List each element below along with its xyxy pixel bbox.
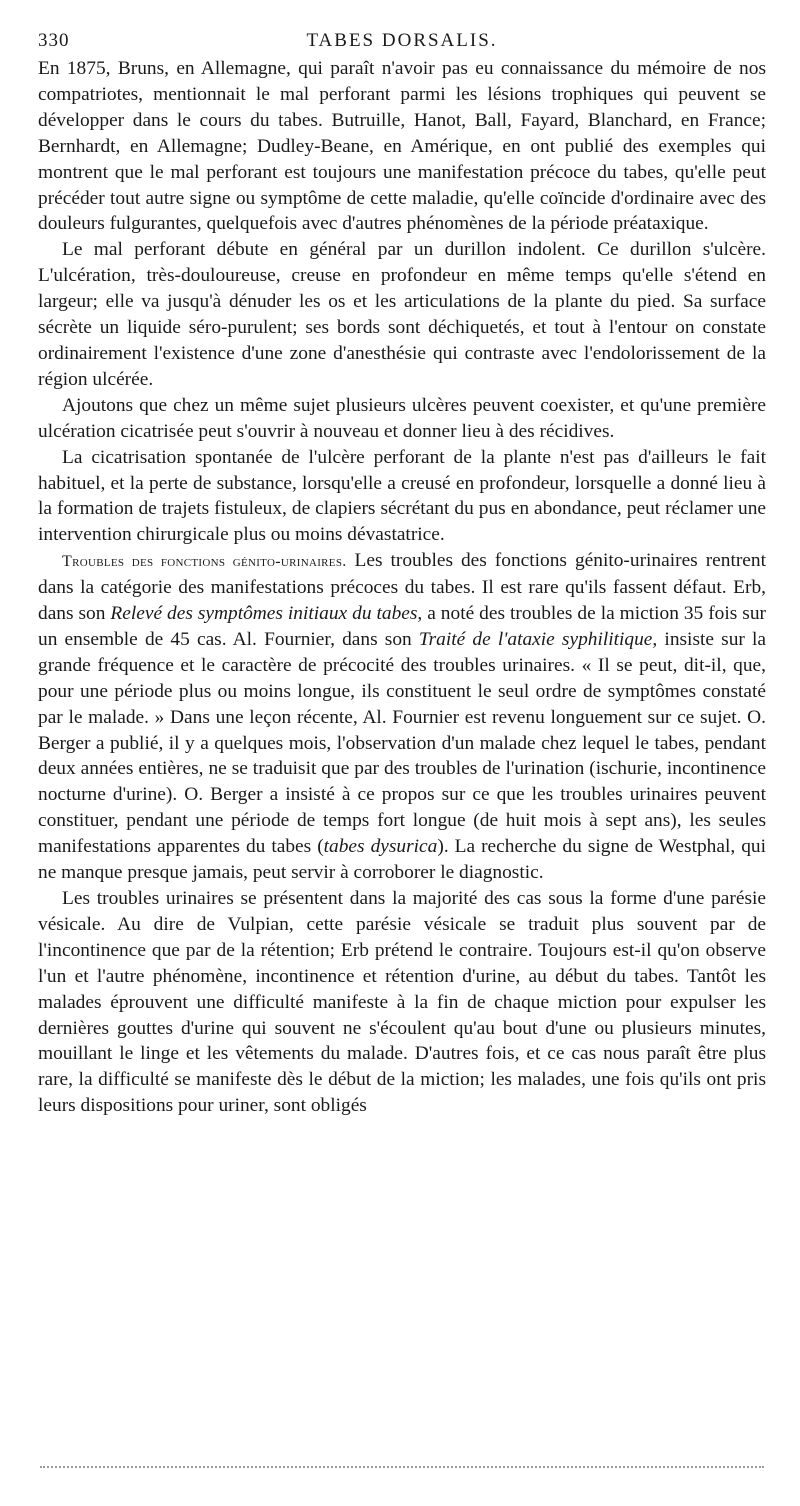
italic-tabes-dysurica: tabes dysurica (323, 836, 438, 858)
bottom-dotted-artifact (40, 1466, 764, 1468)
paragraph-mal-perforant: Le mal perforant débute en général par un durillon indolent. Ce durillon s'ulcère. L'ulcération, très-douloureuse, creuse en profondeur en même temps qu'elle s'étend en largeur; elle va jusqu'à dénuder les os et les articulations de la plante du pied. Sa surface sécrète un liquide séro-purulent; ses bords sont déchiquetés, et tout à l'entour on constate ordinairement l'existence d'une zone d'anesthésie qui contraste avec l'endolorissement de la région ulcérée. (38, 239, 766, 390)
text-run: , insiste sur la grande fréquence et le caractère de précocité des troubles urinaires. « Il se peut, dit-il, que, pour une période plus ou moins longue, ils constituent le seul ordre de symptômes constaté par le malade. » Dans une leçon récente, Al. Fournier est revenu longuement sur ce sujet. O. Berger a publié, il y a quelques mois, l'observation d'un malade chez lequel le tabes, pendant deux années entières, ne se traduisit que par des troubles de l'urination (ischurie, incontinence nocturne d'urine). O. Berger a insisté à ce propos sur ce que les troubles urinaires peuvent constituer, pendant une période de temps fort longue (de huit mois à sept ans), les seules manifestations apparentes du tabes ( (38, 628, 767, 858)
text-run: , a noté des troubles de la miction 35 fois sur un ensemble de 45 cas. Al. Fournier, dans son (38, 603, 766, 650)
running-title: TABES DORSALIS. (306, 30, 498, 51)
running-header (38, 28, 766, 56)
paragraph-bruns: En 1875, Bruns, en Allemagne, qui paraît n'avoir pas eu connaissance du mémoire de nos compatriotes, mentionnait le mal perforant parmi les lésions trophiques qui peuvent se développer dans le cours du tabes. Butruille, Hanot, Ball, Fayard, Blanchard, en France; Bernhardt, en Allemagne; Dudley-Beane, en Amérique, en ont publié des exemples qui montrent que le mal perforant est toujours une manifestation précoce du tabes, qu'elle peut précéder tout autre signe ou symptôme de cette maladie, qu'elle coïncide d'ordinaire avec des douleurs fulgurantes, quelquefois avec d'autres phénomènes de la période préataxique. (38, 58, 766, 235)
paragraph-cicatrisation: La cicatrisation spontanée de l'ulcère perforant de la plante n'est pas d'ailleurs le fait habituel, et la perte de substance, lorsqu'elle a creusé en profondeur, lorsquelle a donné lieu à la formation de trajets fistuleux, de clapiers sécrétant du pus en abondance, peut réclamer une intervention chirurgicale plus ou moins dévastatrice. (38, 446, 766, 546)
text-run: ). La recherche du signe de Westphal, qui ne manque presque jamais, peut servir à corroborer le diagnostic. (38, 836, 766, 884)
paragraph-paresie-vesicale: Les troubles urinaires se présentent dans la majorité des cas sous la forme d'une parésie vésicale. Au dire de Vulpian, cette parésie vésicale se traduit plus souvent par de l'incontinence que par de la rétention; Erb prétend le contraire. Toujours est-il qu'on observe l'un et l'autre phénomène, incontinence et rétention d'urine, au début du tabes. Tantôt les malades éprouvent une difficulté manifeste à la fin de chaque miction pour expulser les dernières gouttes d'urine qui souvent ne s'écoulent qu'au bout d'une ou plusieurs minutes, mouillant le linge et les vêtements du malade. D'autres fois, et ce cas nous paraît être plus rare, la difficulté se manifeste dès le début de la miction; les malades, une fois qu'ils ont pris leurs dispositions pour uriner, sont obligés (38, 888, 766, 1117)
italic-title-fournier: Traité de l'ataxie syphilitique (418, 628, 653, 650)
page-number: 330 (38, 30, 70, 51)
italic-title-erb: Relevé des symptômes initiaux du tabes (110, 603, 418, 625)
document-page (38, 28, 766, 1119)
section-heading: Troubles des fonctions génito-urinaires. (62, 553, 347, 571)
paragraph-troubles-genito-urinaires (38, 548, 766, 886)
paragraph-ulceres: Ajoutons que chez un même sujet plusieurs ulcères peuvent coexister, et qu'une première ulcération cicatrisée peut s'ouvrir à nouveau et donner lieu à des récidives. (38, 394, 766, 442)
text-run: Les troubles des fonctions génito-urinaires rentrent dans la catégorie des manifestations précoces du tabes. Il est rare qu'ils fassent défaut. Erb, dans son (38, 550, 766, 625)
